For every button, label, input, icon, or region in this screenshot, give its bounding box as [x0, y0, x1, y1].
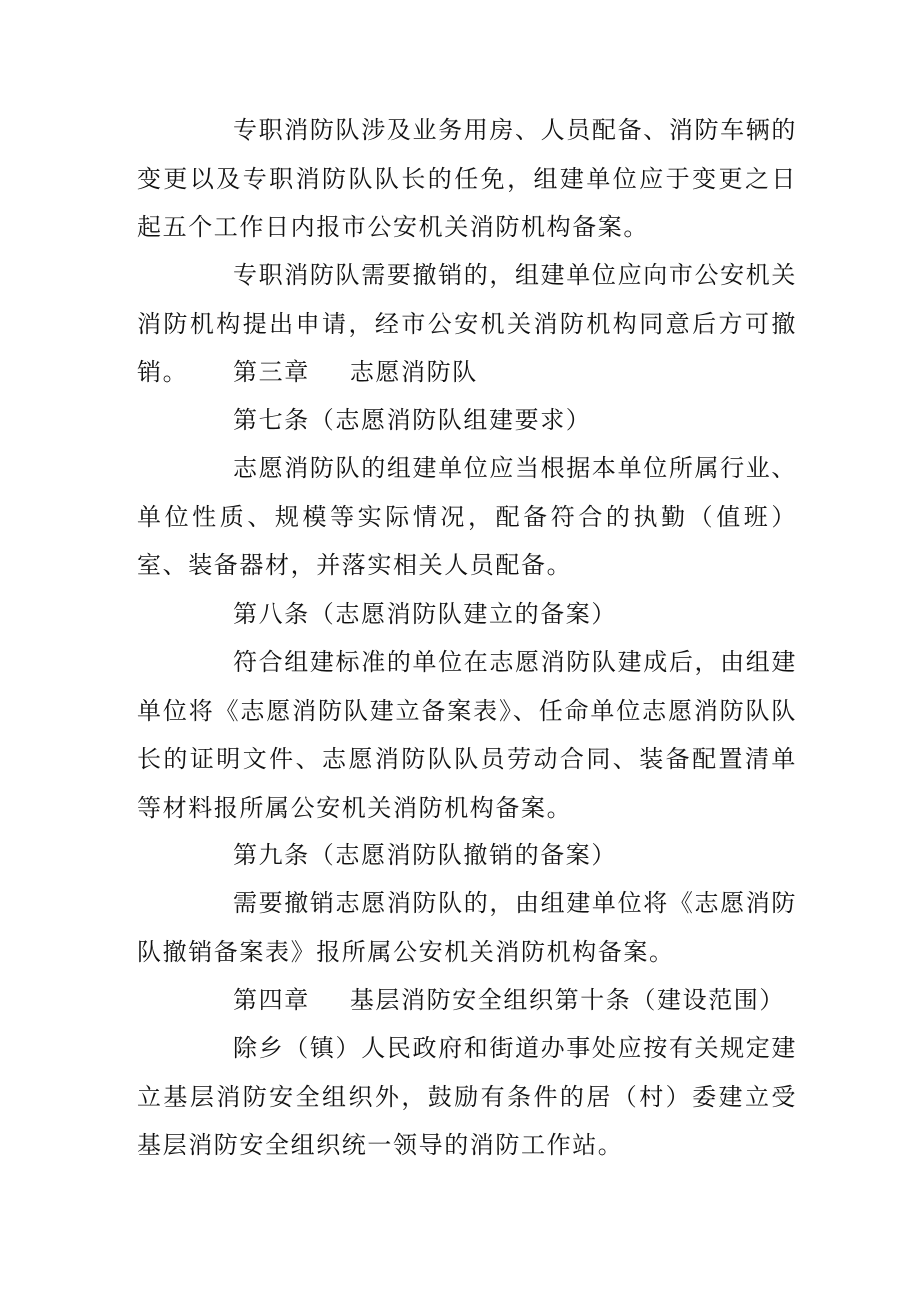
article-eight-title: 第八条（志愿消防队建立的备案） — [233, 600, 617, 628]
chapter-three-heading — [137, 348, 797, 397]
chapter-four-heading — [137, 976, 797, 1025]
chapter-three-number: 第三章 — [233, 358, 310, 386]
paragraph-volunteer-revocation: 需要撤销志愿消防队的，由组建单位将《志愿消防队撤销备案表》报所属公安机关消防机构备案。 — [137, 889, 797, 966]
chapter-four-number: 第四章 — [233, 986, 310, 1014]
chapter-three-title: 志愿消防队 — [349, 358, 478, 386]
article-nine-title: 第九条（志愿消防队撤销的备案） — [233, 841, 617, 869]
paragraph-revocation: 专职消防队需要撤销的，组建单位应向市公安机关消防机构提出申请，经市公安机关消防机构同意后方可撤销。 — [137, 261, 797, 386]
paragraph-grassroots-organization: 除乡（镇）人民政府和街道办事处应按有关规定建立基层消防安全组织外，鼓励有条件的居（村）委建立受基层消防安全组织统一领导的消防工作站。 — [137, 1034, 797, 1159]
paragraph-volunteer-filing: 符合组建标准的单位在志愿消防队建成后，由组建单位将《志愿消防队建立备案表》、任命单位志愿消防队队长的证明文件、志愿消防队队员劳动合同、装备配置清单等材料报所属公安机关消防机构备案。 — [137, 648, 797, 822]
chapter-four-title: 基层消防安全组织第十条（建设范围） — [349, 986, 786, 1014]
paragraph-change-filing: 专职消防队涉及业务用房、人员配备、消防车辆的变更以及专职消防队队长的任免，组建单位应于变更之日起五个工作日内报市公安机关消防机构备案。 — [137, 116, 797, 241]
paragraph-volunteer-requirements: 志愿消防队的组建单位应当根据本单位所属行业、单位性质、规模等实际情况，配备符合的执勤（值班）室、装备器材，并落实相关人员配备。 — [137, 454, 797, 579]
article-seven-title: 第七条（志愿消防队组建要求） — [233, 406, 592, 434]
